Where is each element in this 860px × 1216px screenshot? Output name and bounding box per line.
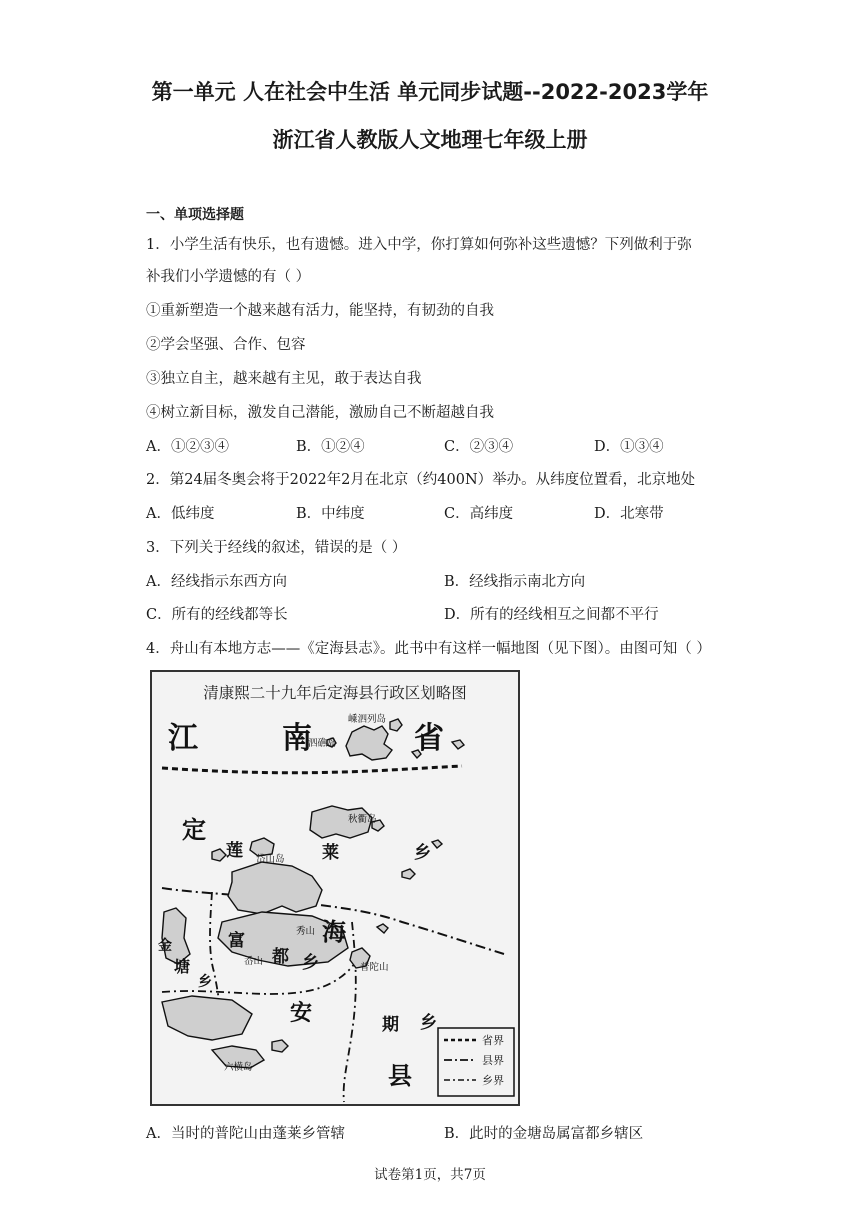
label-nan: 南 [282, 721, 312, 756]
q1-option-b: B．①②④ [296, 439, 365, 455]
q1-item-1: ①重新塑造一个越来越有活力，能坚持，有韧劲的自我 [146, 303, 494, 319]
q2-option-c: C．高纬度 [444, 506, 514, 522]
label-xiang-4: 乡 [198, 974, 212, 990]
q1-item-2: ②学会坚强、合作、包容 [146, 337, 306, 353]
label-sijiao: 泗礁岛 [308, 738, 337, 749]
page-footer: 试卷第1页，共7页 [374, 1167, 486, 1183]
label-xiang-3: 乡 [420, 1013, 437, 1033]
q1-stem-line2: 补我们小学遗憾的有（ ） [146, 269, 311, 285]
legend-province: 省界 [482, 1034, 504, 1047]
q3-option-a: A．经线指示东西方向 [146, 574, 287, 590]
q4-option-b: B．此时的金塘岛属富都乡辖区 [444, 1126, 644, 1142]
q2-option-d: D．北寒带 [594, 506, 664, 522]
q1-item-3: ③独立自主，越来越有主见，敢于表达自我 [146, 371, 422, 387]
q1-stem-line1: 1．小学生活有快乐，也有遗憾。进入中学，你打算如何弥补这些遗憾？下列做利于弥 [146, 237, 692, 253]
section-heading: 一、单项选择题 [146, 207, 244, 223]
label-liuheng: 六横岛 [224, 1062, 253, 1073]
map-legend [438, 1028, 514, 1096]
label-xian: 县 [388, 1061, 412, 1090]
label-putuoshan: 普陀山 [360, 962, 389, 973]
q2-stem: 2．第24届冬奥会将于2022年2月在北京（约400N）举办。从纬度位置看，北京地处 [146, 472, 696, 488]
label-fu: 富 [228, 931, 245, 951]
document-title-line1: 第一单元 人在社会中生活 单元同步试题--2022-2023学年 [151, 80, 709, 104]
q1-option-d: D．①③④ [594, 439, 664, 455]
label-daishan: 岱山岛 [256, 854, 285, 865]
label-xiushan: 秀山 [296, 926, 316, 937]
label-lian: 莲 [226, 841, 243, 861]
label-shengsi: 嵊泗列岛 [348, 714, 387, 725]
label-jin: 金 [158, 938, 172, 954]
label-ding: 定 [182, 815, 206, 844]
legend-county: 县界 [482, 1054, 504, 1067]
province-boundary [162, 766, 462, 773]
q3-option-d: D．所有的经线相互之间都不平行 [444, 607, 659, 623]
label-tang: 塘 [174, 957, 191, 976]
dinghai-county-map [150, 670, 520, 1106]
label-hai: 海 [322, 917, 346, 946]
label-jiang: 江 [168, 721, 198, 756]
label-an: 安 [290, 1000, 313, 1026]
q3-option-b: B．经线指示南北方向 [444, 574, 586, 590]
q1-option-c: C．②③④ [444, 439, 514, 455]
label-du: 都 [272, 947, 289, 967]
q2-option-a: A．低纬度 [146, 506, 215, 522]
label-lai: 莱 [322, 843, 339, 863]
map-title: 清康熙二十九年后定海县行政区划略图 [203, 684, 467, 702]
q2-option-b: B．中纬度 [296, 506, 365, 522]
q4-option-a: A．当时的普陀山由蓬莱乡管辖 [146, 1126, 345, 1142]
q3-option-c: C．所有的经线都等长 [146, 607, 288, 623]
label-qiuqu: 秋衢岛 [348, 814, 377, 825]
label-sheng: 省 [414, 721, 444, 756]
q3-stem: 3．下列关于经线的叙述，错误的是（ ） [146, 540, 407, 556]
label-aoshan: 岙山 [244, 956, 264, 967]
label-qi: 期 [382, 1015, 399, 1035]
label-xiang-2: 乡 [302, 953, 319, 973]
legend-township: 乡界 [482, 1074, 504, 1087]
document-title-line2: 浙江省人教版人文地理七年级上册 [272, 128, 588, 152]
q4-stem: 4．舟山有本地方志——《定海县志》。此书中有这样一幅地图（见下图）。由图可知（ ） [146, 641, 711, 657]
q1-option-a: A．①②③④ [146, 439, 229, 455]
q1-item-4: ④树立新目标，激发自己潜能，激励自己不断超越自我 [146, 405, 494, 421]
label-xiang-1: 乡 [414, 843, 431, 863]
